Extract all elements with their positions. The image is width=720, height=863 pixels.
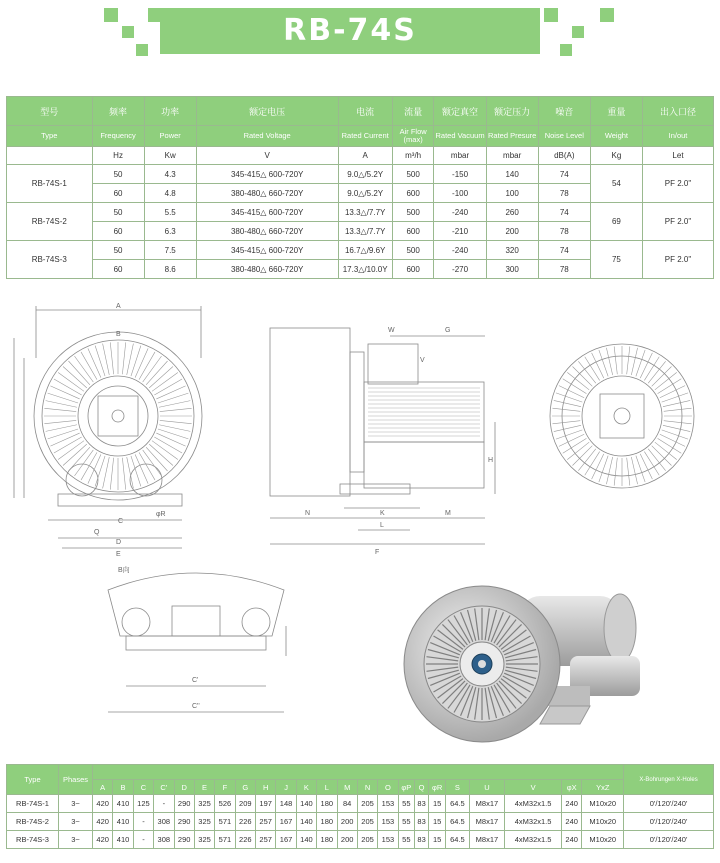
dim-value-cell: 571 bbox=[215, 813, 235, 831]
header-en-cell: Noise Level bbox=[538, 126, 590, 147]
voltage-cell: 345-415△ 600-720Y bbox=[196, 203, 338, 222]
dim-value-cell: 4xM32x1.5 bbox=[505, 795, 562, 813]
dim-value-cell: 290 bbox=[174, 813, 194, 831]
dim-value-cell: 571 bbox=[215, 831, 235, 849]
flow-cell: 600 bbox=[392, 260, 434, 279]
deco-square bbox=[572, 26, 584, 38]
header-row-cn bbox=[7, 97, 714, 126]
dim-value-cell: 290 bbox=[174, 795, 194, 813]
header-en-cell: Rated Vacuum bbox=[434, 126, 486, 147]
deco-square bbox=[122, 26, 134, 38]
table-row bbox=[7, 795, 714, 813]
freq-cell: 50 bbox=[92, 241, 144, 260]
spec-table bbox=[6, 96, 714, 279]
dim-label-c2: C'' bbox=[192, 703, 200, 710]
current-cell: 9.0△/5.2Y bbox=[338, 165, 392, 184]
current-cell: 13.3△/7.7Y bbox=[338, 222, 392, 241]
dim-value-cell: 64.5 bbox=[446, 831, 470, 849]
dim-value-cell: 148 bbox=[276, 795, 296, 813]
unit-cell: mbar bbox=[486, 147, 538, 165]
vacuum-cell: -240 bbox=[434, 241, 486, 260]
dim-label-l: L bbox=[380, 522, 384, 529]
header-cn-cell: 型号 bbox=[7, 97, 93, 126]
dim-type-cell: RB-74S-3 bbox=[7, 831, 59, 849]
power-cell: 5.5 bbox=[144, 203, 196, 222]
header-cn-cell: 电流 bbox=[338, 97, 392, 126]
dim-value-cell: 125 bbox=[133, 795, 153, 813]
dim-value-cell: 55 bbox=[398, 813, 414, 831]
dim-value-cell: 209 bbox=[235, 795, 255, 813]
dim-value-cell: 4xM32x1.5 bbox=[505, 813, 562, 831]
freq-cell: 60 bbox=[92, 184, 144, 203]
dim-type-cell: RB-74S-2 bbox=[7, 813, 59, 831]
dim-value-cell: 308 bbox=[154, 831, 174, 849]
dim-value-cell: 4xM32x1.5 bbox=[505, 831, 562, 849]
dim-body bbox=[7, 795, 714, 849]
dim-header-row-2 bbox=[7, 780, 714, 795]
power-cell: 8.6 bbox=[144, 260, 196, 279]
dim-column-header: H bbox=[256, 780, 276, 795]
pressure-cell: 300 bbox=[486, 260, 538, 279]
dim-label-v: V bbox=[420, 357, 425, 364]
dim-column-header: J bbox=[276, 780, 296, 795]
header-row-en bbox=[7, 126, 714, 147]
dim-label-n: N bbox=[305, 510, 311, 517]
dim-column-header: B bbox=[113, 780, 133, 795]
vacuum-cell: -270 bbox=[434, 260, 486, 279]
unit-cell: mbar bbox=[434, 147, 486, 165]
dim-value-cell: 420 bbox=[93, 813, 113, 831]
side-view-drawing bbox=[260, 322, 500, 562]
unit-cell: A bbox=[338, 147, 392, 165]
dim-value-cell: 15 bbox=[429, 795, 446, 813]
table-row bbox=[7, 241, 714, 260]
dim-value-cell: 55 bbox=[398, 831, 414, 849]
dim-value-cell: 15 bbox=[429, 813, 446, 831]
dim-label-b: B bbox=[116, 331, 121, 338]
header-cn-cell: 流量 bbox=[392, 97, 434, 126]
unit-row bbox=[7, 147, 714, 165]
dim-column-header: N bbox=[357, 780, 377, 795]
dim-value-cell: 200 bbox=[337, 831, 357, 849]
model-type-cell: RB-74S-1 bbox=[7, 165, 93, 203]
dim-value-cell: M8x17 bbox=[469, 831, 504, 849]
dim-value-cell: 140 bbox=[296, 831, 316, 849]
pressure-cell: 320 bbox=[486, 241, 538, 260]
dim-column-header: YxZ bbox=[582, 780, 624, 795]
inout-cell: PF 2.0" bbox=[642, 165, 713, 203]
dim-value-cell: 420 bbox=[93, 831, 113, 849]
dim-value-cell: 64.5 bbox=[446, 795, 470, 813]
flow-cell: 500 bbox=[392, 165, 434, 184]
dim-value-cell: 420 bbox=[93, 795, 113, 813]
dim-label-q: Q bbox=[94, 529, 100, 536]
dim-value-cell: 83 bbox=[415, 813, 429, 831]
header-cn-cell: 重量 bbox=[590, 97, 642, 126]
dim-label-w: W bbox=[388, 327, 395, 334]
current-cell: 9.0△/5.2Y bbox=[338, 184, 392, 203]
dim-column-header: φX bbox=[562, 780, 582, 795]
dim-value-cell: M10x20 bbox=[582, 831, 624, 849]
header-en-cell: Rated Current bbox=[338, 126, 392, 147]
weight-cell: 69 bbox=[590, 203, 642, 241]
deco-square bbox=[544, 8, 558, 22]
dim-column-header: L bbox=[317, 780, 337, 795]
dim-header-spacer bbox=[93, 765, 624, 780]
dim-value-cell: 0'/120'/240' bbox=[624, 831, 714, 849]
dim-value-cell: 140 bbox=[296, 795, 316, 813]
dim-value-cell: 205 bbox=[357, 813, 377, 831]
dim-value-cell: 167 bbox=[276, 831, 296, 849]
dim-value-cell: 325 bbox=[194, 795, 214, 813]
freq-cell: 50 bbox=[92, 203, 144, 222]
inout-cell: PF 2.0" bbox=[642, 241, 713, 279]
dim-value-cell: 257 bbox=[256, 831, 276, 849]
voltage-cell: 380-480△ 660-720Y bbox=[196, 222, 338, 241]
dim-value-cell: 83 bbox=[415, 795, 429, 813]
dim-column-header: C bbox=[133, 780, 153, 795]
dim-column-header: U bbox=[469, 780, 504, 795]
dim-value-cell: 0'/120'/240' bbox=[624, 795, 714, 813]
noise-cell: 74 bbox=[538, 241, 590, 260]
flow-cell: 600 bbox=[392, 184, 434, 203]
dim-label-f: F bbox=[375, 549, 380, 556]
dim-column-header: Q bbox=[415, 780, 429, 795]
header-cn-cell: 频率 bbox=[92, 97, 144, 126]
dim-value-cell: 226 bbox=[235, 813, 255, 831]
power-cell: 4.8 bbox=[144, 184, 196, 203]
noise-cell: 78 bbox=[538, 184, 590, 203]
power-cell: 4.3 bbox=[144, 165, 196, 184]
dim-value-cell: 84 bbox=[337, 795, 357, 813]
title-banner bbox=[160, 8, 540, 54]
dim-label-m: M bbox=[445, 510, 451, 517]
dim-label-r: φR bbox=[156, 511, 166, 518]
voltage-cell: 380-480△ 660-720Y bbox=[196, 184, 338, 203]
pressure-cell: 100 bbox=[486, 184, 538, 203]
dim-value-cell: 240 bbox=[562, 795, 582, 813]
dim-value-cell: 15 bbox=[429, 831, 446, 849]
rear-grille-drawing bbox=[546, 340, 698, 492]
dim-label-k: K bbox=[380, 510, 385, 517]
dim-value-cell: 410 bbox=[113, 795, 133, 813]
dim-value-cell: 55 bbox=[398, 795, 414, 813]
header-cn-cell: 功率 bbox=[144, 97, 196, 126]
dim-value-cell: - bbox=[133, 831, 153, 849]
flow-cell: 600 bbox=[392, 222, 434, 241]
dim-value-cell: 200 bbox=[337, 813, 357, 831]
current-cell: 13.3△/7.7Y bbox=[338, 203, 392, 222]
unit-cell: Kw bbox=[144, 147, 196, 165]
header-en-cell: In/out bbox=[642, 126, 713, 147]
spec-body bbox=[7, 165, 714, 279]
dim-column-header: V bbox=[505, 780, 562, 795]
unit-cell: dB(A) bbox=[538, 147, 590, 165]
header-en-cell: Weight bbox=[590, 126, 642, 147]
dim-label-c: C bbox=[118, 518, 124, 525]
dim-column-header: A bbox=[93, 780, 113, 795]
noise-cell: 74 bbox=[538, 203, 590, 222]
view-label-b: B向 bbox=[118, 567, 130, 574]
flow-cell: 500 bbox=[392, 203, 434, 222]
front-view-drawing bbox=[6, 298, 206, 560]
vacuum-cell: -210 bbox=[434, 222, 486, 241]
dim-column-header: O bbox=[378, 780, 398, 795]
dim-column-header: D bbox=[174, 780, 194, 795]
current-cell: 17.3△/10.0Y bbox=[338, 260, 392, 279]
voltage-cell: 345-415△ 600-720Y bbox=[196, 241, 338, 260]
dim-header-row-1 bbox=[7, 765, 714, 780]
dim-value-cell: 410 bbox=[113, 813, 133, 831]
dim-value-cell: 180 bbox=[317, 813, 337, 831]
dim-value-cell: M10x20 bbox=[582, 795, 624, 813]
header-en-cell: Rated Presure bbox=[486, 126, 538, 147]
header-cn-cell: 额定压力 bbox=[486, 97, 538, 126]
dim-label-h: H bbox=[488, 457, 494, 464]
dim-column-header: M bbox=[337, 780, 357, 795]
deco-square bbox=[600, 8, 614, 22]
header-cn-cell: 噪音 bbox=[538, 97, 590, 126]
dim-phases-cell: 3~ bbox=[59, 795, 93, 813]
vacuum-cell: -100 bbox=[434, 184, 486, 203]
unit-cell: Hz bbox=[92, 147, 144, 165]
deco-square bbox=[104, 8, 118, 22]
unit-cell: Kg bbox=[590, 147, 642, 165]
dim-label-d: D bbox=[116, 539, 122, 546]
dim-value-cell: M10x20 bbox=[582, 813, 624, 831]
dim-value-cell: 140 bbox=[296, 813, 316, 831]
dim-value-cell: 526 bbox=[215, 795, 235, 813]
dim-column-header: φR bbox=[429, 780, 446, 795]
header-en-cell: Power bbox=[144, 126, 196, 147]
inout-cell: PF 2.0" bbox=[642, 203, 713, 241]
dim-label-e: E bbox=[116, 551, 121, 558]
vacuum-cell: -150 bbox=[434, 165, 486, 184]
dim-holes-header: X-Bohrungen X-Holes bbox=[624, 765, 714, 795]
dim-value-cell: 257 bbox=[256, 813, 276, 831]
voltage-cell: 345-415△ 600-720Y bbox=[196, 165, 338, 184]
unit-cell: m³/h bbox=[392, 147, 434, 165]
dim-column-header: F bbox=[215, 780, 235, 795]
unit-cell: V bbox=[196, 147, 338, 165]
dim-value-cell: M8x17 bbox=[469, 813, 504, 831]
dim-value-cell: 197 bbox=[256, 795, 276, 813]
dim-column-header: K bbox=[296, 780, 316, 795]
dim-value-cell: 240 bbox=[562, 813, 582, 831]
dim-label-a: A bbox=[116, 303, 121, 310]
dim-value-cell: - bbox=[133, 813, 153, 831]
vacuum-cell: -240 bbox=[434, 203, 486, 222]
dim-value-cell: 226 bbox=[235, 831, 255, 849]
dim-value-cell: 64.5 bbox=[446, 813, 470, 831]
blower-photo bbox=[400, 566, 660, 756]
dim-value-cell: - bbox=[154, 795, 174, 813]
dim-phases-header: Phases bbox=[59, 765, 93, 795]
noise-cell: 78 bbox=[538, 222, 590, 241]
dim-value-cell: 240 bbox=[562, 831, 582, 849]
dim-column-header: φP bbox=[398, 780, 414, 795]
dim-column-header: G bbox=[235, 780, 255, 795]
dim-label-g: G bbox=[445, 327, 451, 334]
header-en-cell: Air Flow (max) bbox=[392, 126, 434, 147]
pressure-cell: 140 bbox=[486, 165, 538, 184]
dim-value-cell: 410 bbox=[113, 831, 133, 849]
table-row bbox=[7, 831, 714, 849]
pressure-cell: 260 bbox=[486, 203, 538, 222]
dim-value-cell: 205 bbox=[357, 795, 377, 813]
dim-column-header: C' bbox=[154, 780, 174, 795]
header-cn-cell: 额定真空 bbox=[434, 97, 486, 126]
dim-value-cell: 167 bbox=[276, 813, 296, 831]
dim-value-cell: 325 bbox=[194, 831, 214, 849]
header-en-cell: Rated Voltage bbox=[196, 126, 338, 147]
model-type-cell: RB-74S-3 bbox=[7, 241, 93, 279]
dim-type-cell: RB-74S-1 bbox=[7, 795, 59, 813]
table-row bbox=[7, 813, 714, 831]
freq-cell: 60 bbox=[92, 260, 144, 279]
unit-cell bbox=[7, 147, 93, 165]
deco-square bbox=[136, 44, 148, 56]
dim-value-cell: M8x17 bbox=[469, 795, 504, 813]
deco-square bbox=[560, 44, 572, 56]
flow-cell: 500 bbox=[392, 241, 434, 260]
header-cn-cell: 额定电压 bbox=[196, 97, 338, 126]
table-row bbox=[7, 203, 714, 222]
dim-type-header: Type bbox=[7, 765, 59, 795]
dim-column-header: E bbox=[194, 780, 214, 795]
dim-value-cell: 83 bbox=[415, 831, 429, 849]
power-cell: 7.5 bbox=[144, 241, 196, 260]
page-title: RB-74S bbox=[283, 13, 417, 48]
weight-cell: 54 bbox=[590, 165, 642, 203]
weight-cell: 75 bbox=[590, 241, 642, 279]
dim-value-cell: 180 bbox=[317, 795, 337, 813]
dim-value-cell: 180 bbox=[317, 831, 337, 849]
dim-value-cell: 0'/120'/240' bbox=[624, 813, 714, 831]
freq-cell: 60 bbox=[92, 222, 144, 241]
dim-label-c1: C' bbox=[192, 677, 199, 684]
bottom-view-drawing bbox=[96, 566, 306, 726]
freq-cell: 50 bbox=[92, 165, 144, 184]
dim-value-cell: 153 bbox=[378, 831, 398, 849]
dim-value-cell: 325 bbox=[194, 813, 214, 831]
model-type-cell: RB-74S-2 bbox=[7, 203, 93, 241]
dim-value-cell: 153 bbox=[378, 813, 398, 831]
dim-column-header: S bbox=[446, 780, 470, 795]
dim-value-cell: 205 bbox=[357, 831, 377, 849]
header-en-cell: Frequency bbox=[92, 126, 144, 147]
power-cell: 6.3 bbox=[144, 222, 196, 241]
dimension-table bbox=[6, 764, 714, 849]
pressure-cell: 200 bbox=[486, 222, 538, 241]
dim-value-cell: 290 bbox=[174, 831, 194, 849]
dim-phases-cell: 3~ bbox=[59, 831, 93, 849]
noise-cell: 78 bbox=[538, 260, 590, 279]
current-cell: 16.7△/9.6Y bbox=[338, 241, 392, 260]
dim-value-cell: 153 bbox=[378, 795, 398, 813]
header-cn-cell: 出入口径 bbox=[642, 97, 713, 126]
noise-cell: 74 bbox=[538, 165, 590, 184]
dim-phases-cell: 3~ bbox=[59, 813, 93, 831]
voltage-cell: 380-480△ 660-720Y bbox=[196, 260, 338, 279]
dim-value-cell: 308 bbox=[154, 813, 174, 831]
table-row bbox=[7, 165, 714, 184]
unit-cell: Let bbox=[642, 147, 713, 165]
header-en-cell: Type bbox=[7, 126, 93, 147]
